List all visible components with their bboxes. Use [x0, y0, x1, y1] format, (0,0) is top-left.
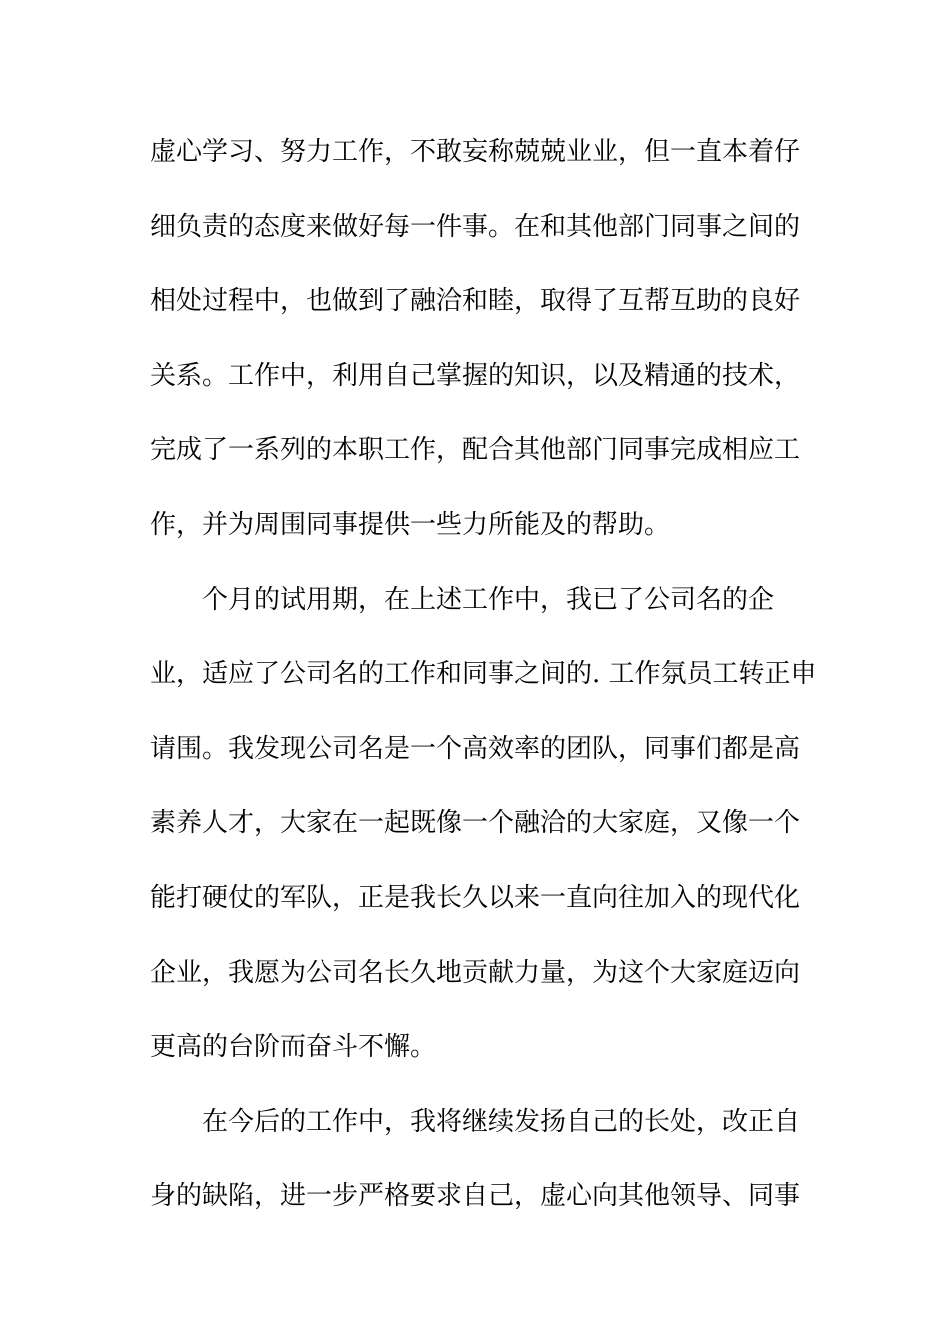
document-body [150, 115, 817, 1234]
text-line: 更高的台阶而奋斗不懈。 [150, 1032, 437, 1063]
text-line: 业，适应了公司名的工作和同事之间的. 工作氛员工转正申 [150, 659, 817, 690]
paragraph-start-line: 在今后的工作中，我将继续发扬自己的长处，改正自 [202, 1106, 801, 1137]
text-line: 身的缺陷，进一步严格要求自己，虚心向其他领导、同事 [150, 1181, 801, 1212]
text-line: 虚心学习、努力工作，不敢妄称兢兢业业，但一直本着仔 [150, 137, 801, 167]
text-line: 细负责的态度来做好每一件事。在和其他部门同事之间的 [150, 211, 801, 242]
text-line: 请围。我发现公司名是一个高效率的团队，同事们都是高 [150, 733, 801, 764]
text-line: 能打硬仗的军队，正是我长久以来一直向往加入的现代化 [150, 882, 801, 913]
text-line: 关系。工作中，利用自己掌握的知识，以及精通的技术， [150, 360, 801, 391]
text-line: 作，并为周围同事提供一些力所能及的帮助。 [150, 509, 671, 540]
text-line: 素养人才，大家在一起既像一个融洽的大家庭，又像一个 [150, 808, 801, 839]
paragraph-start-line: 个月的试用期，在上述工作中，我已了公司名的企 [202, 584, 775, 615]
text-line: 企业，我愿为公司名长久地贡献力量，为这个大家庭迈向 [150, 957, 801, 988]
text-line: 相处过程中，也做到了融洽和睦，取得了互帮互助的良好 [150, 286, 801, 317]
text-line: 完成了一系列的本职工作，配合其他部门同事完成相应工 [150, 435, 801, 466]
